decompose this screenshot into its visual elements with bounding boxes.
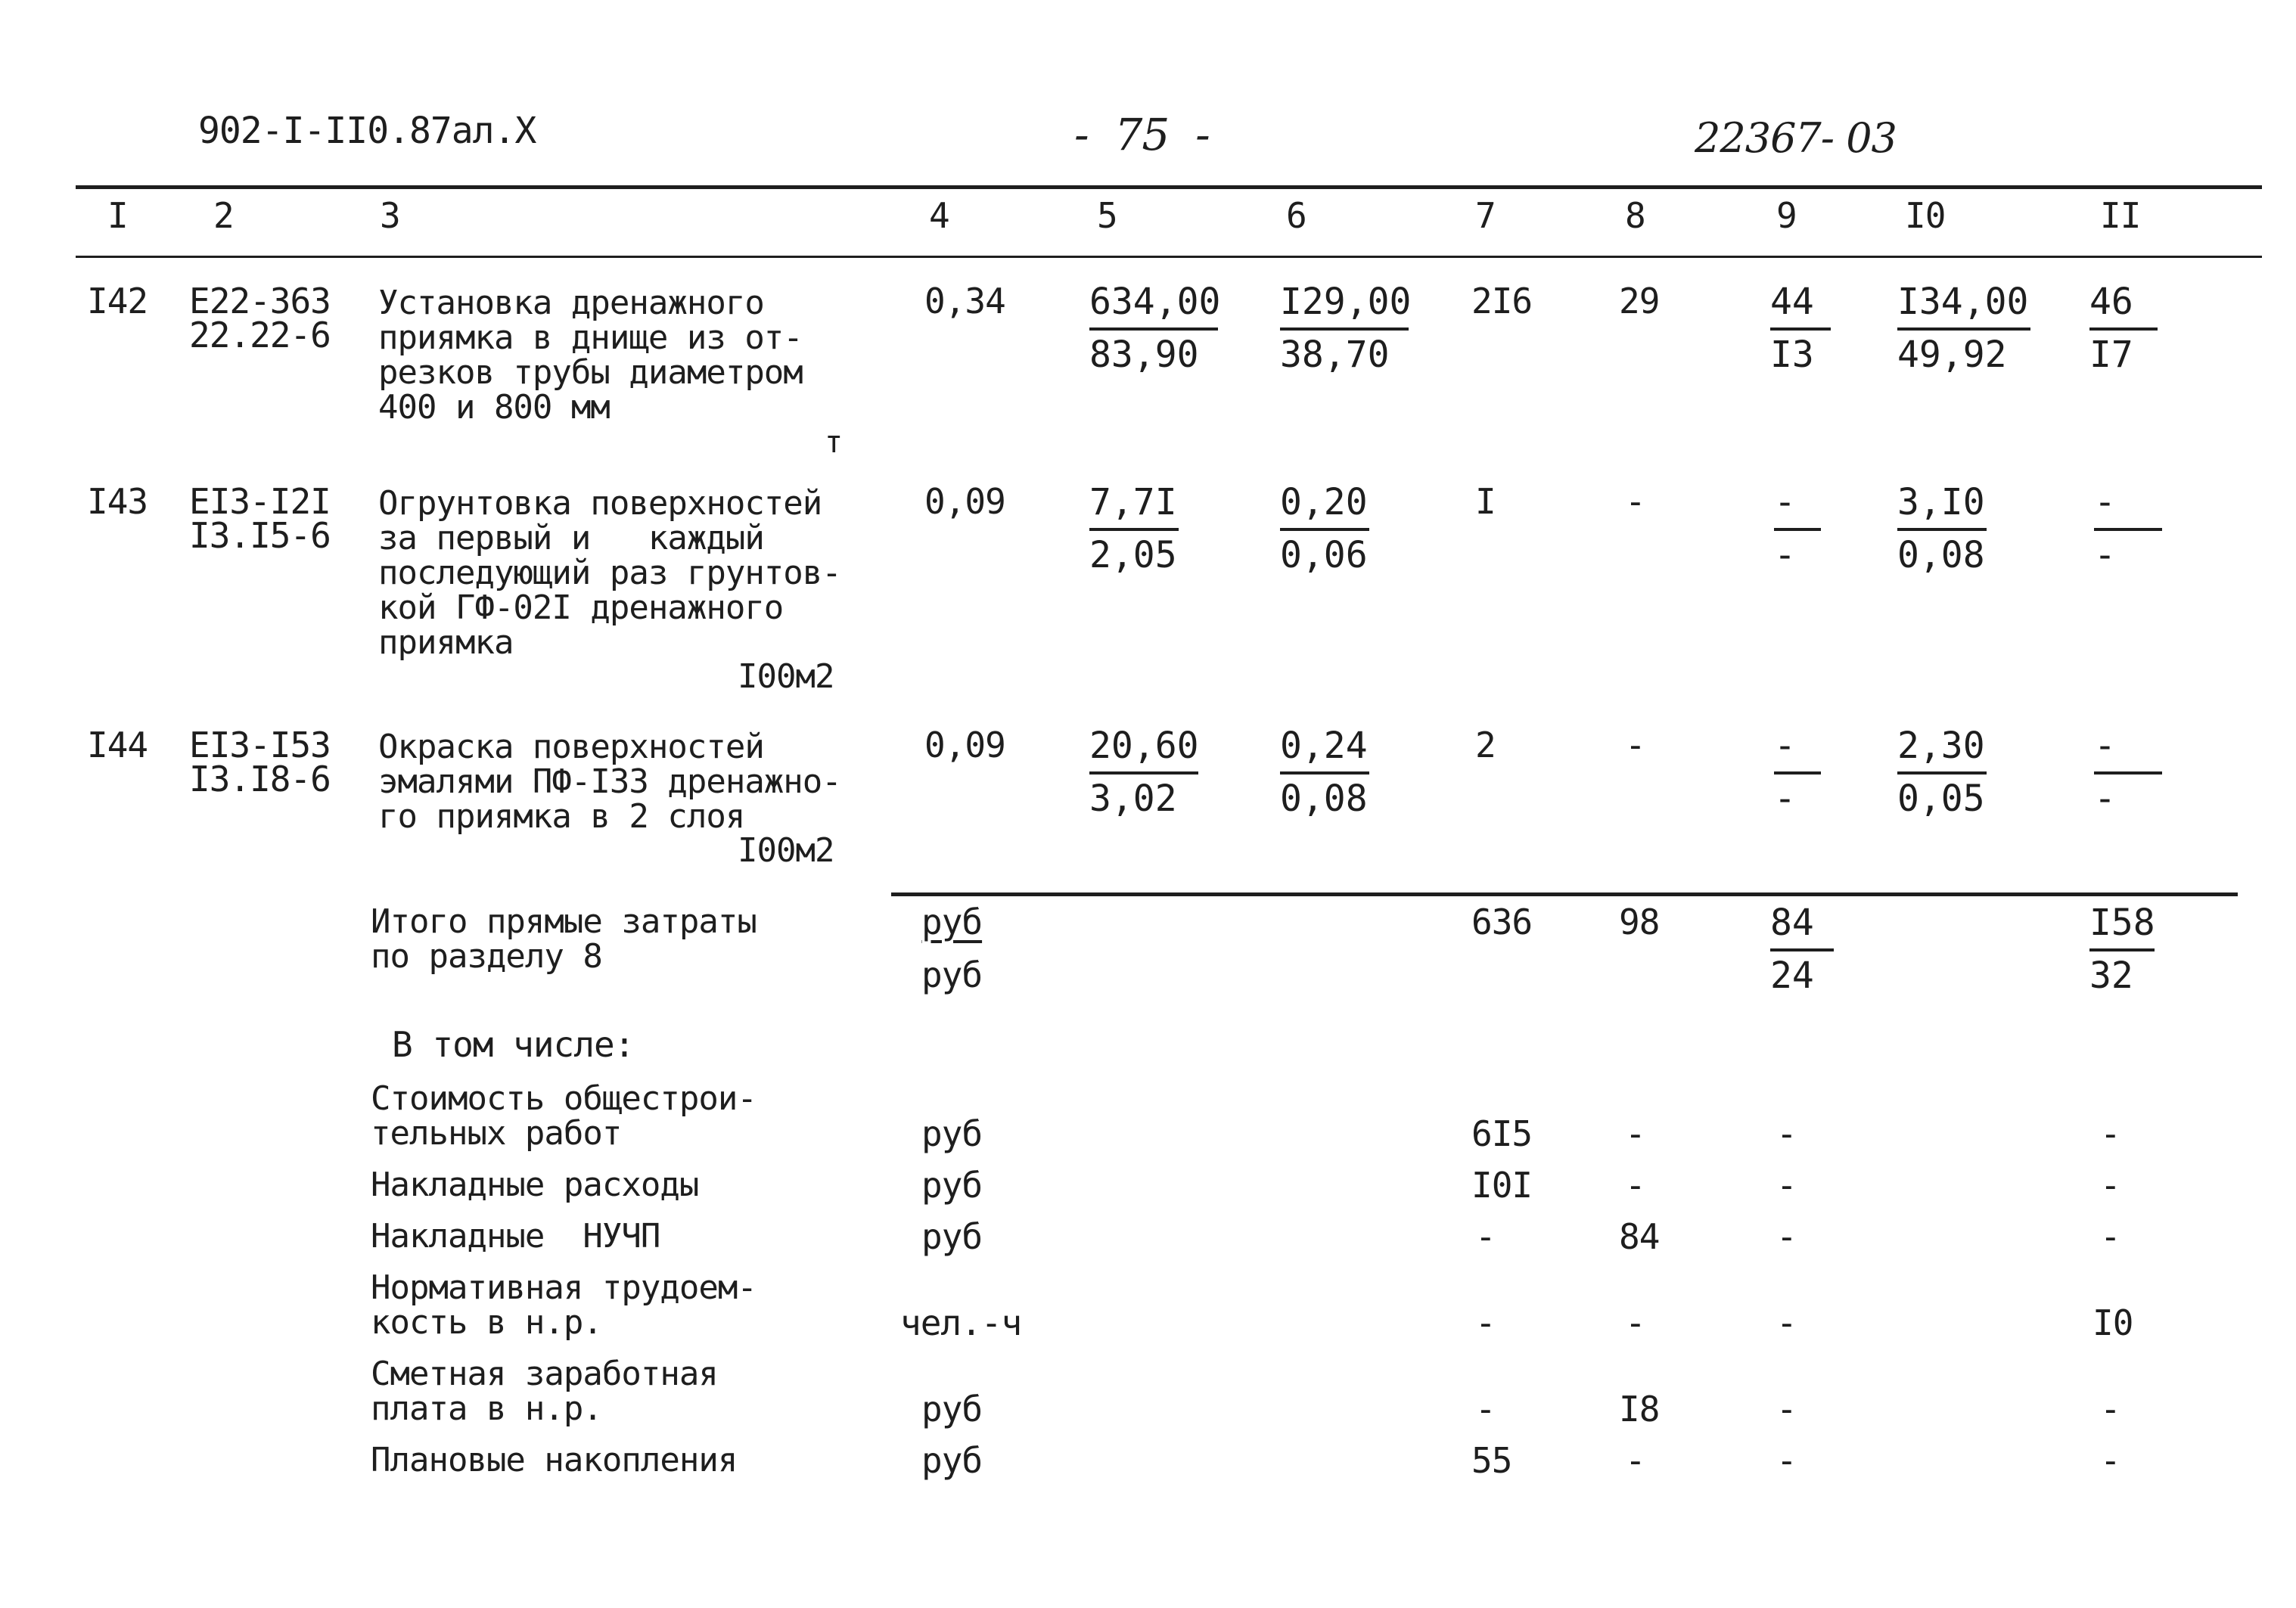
total-unit: руб <box>921 902 983 942</box>
row-number: I42 <box>87 281 148 321</box>
rate-code-sub: 22.22-6 <box>189 315 331 355</box>
breakdown-unit: руб <box>921 1389 983 1430</box>
breakdown-c11: I0 <box>2092 1302 2133 1343</box>
breakdown-c9: - <box>1776 1440 1797 1481</box>
total-unit-sub: руб <box>921 955 983 995</box>
breakdown-c9: - <box>1776 1165 1797 1206</box>
row-unit: т <box>825 425 843 460</box>
column-number: 7 <box>1475 195 1496 236</box>
breakdown-c8: - <box>1625 1165 1645 1206</box>
quantity: 0,34 <box>924 281 1005 321</box>
breakdown-unit: руб <box>921 1216 983 1257</box>
breakdown-c11: - <box>2100 1165 2120 1206</box>
rate-code: Е22-363 <box>189 281 331 321</box>
breakdown-c8: - <box>1625 1440 1645 1481</box>
including-label: В том числе: <box>392 1024 635 1065</box>
total-wage: 98 <box>1619 902 1660 942</box>
wage-total: - <box>1625 481 1645 522</box>
breakdown-unit: руб <box>921 1165 983 1206</box>
column-number: 5 <box>1097 195 1117 236</box>
rate-code-sub: I3.I8-6 <box>189 759 331 799</box>
column-number: 4 <box>929 195 949 236</box>
breakdown-c11: - <box>2100 1216 2120 1257</box>
rate-code-sub: I3.I5-6 <box>189 515 331 556</box>
total-cost: I <box>1475 481 1496 522</box>
row-number: I44 <box>87 725 148 765</box>
breakdown-label: Плановые накопления <box>371 1441 738 1479</box>
column-number: I <box>107 195 128 236</box>
breakdown-label: Сметная заработная плата в н.р. <box>371 1355 718 1428</box>
breakdown-c7: - <box>1475 1302 1496 1343</box>
total-cost: 2 <box>1475 725 1496 765</box>
total-cost: 2I6 <box>1471 281 1533 321</box>
column-number: 3 <box>380 195 400 236</box>
column-number: 8 <box>1625 195 1645 236</box>
breakdown-c11: - <box>2100 1113 2120 1154</box>
row-unit: I00м2 <box>738 831 834 870</box>
total-rule <box>891 892 2238 896</box>
rate-code: ЕI3-I2I <box>189 481 331 522</box>
breakdown-c9: - <box>1776 1216 1797 1257</box>
column-number: 2 <box>213 195 234 236</box>
row-description: Окраска поверхностей эмалями ПФ-I33 дренажно- го приямка в 2 слоя <box>378 728 841 836</box>
breakdown-c9: - <box>1776 1302 1797 1343</box>
breakdown-c7: - <box>1475 1389 1496 1430</box>
sheet-code: 22367- 03 <box>1695 114 1897 162</box>
breakdown-c11: - <box>2100 1389 2120 1430</box>
breakdown-c11: - <box>2100 1440 2120 1481</box>
breakdown-unit: руб <box>921 1113 983 1154</box>
total-cost: 636 <box>1471 902 1533 942</box>
column-number: 9 <box>1776 195 1797 236</box>
wage-total: 29 <box>1619 281 1660 321</box>
breakdown-c7: I0I <box>1471 1165 1533 1206</box>
breakdown-c7: 6I5 <box>1471 1113 1533 1154</box>
breakdown-label: Накладные расходы <box>371 1166 699 1204</box>
breakdown-c8: - <box>1625 1302 1645 1343</box>
breakdown-c8: I8 <box>1619 1389 1660 1430</box>
breakdown-label: Нормативная трудоем- кость в н.р. <box>371 1268 757 1342</box>
breakdown-unit: чел.-ч <box>900 1302 1022 1343</box>
row-unit: I00м2 <box>738 657 834 696</box>
wage-total: - <box>1625 725 1645 765</box>
total-label: Итого прямые затраты по разделу 8 <box>371 902 757 976</box>
row-description: Огрунтовка поверхностей за первый и каждый последующий раз грунтов- кой ГФ-02I дренажного приямка <box>378 484 841 662</box>
quantity: 0,09 <box>924 725 1005 765</box>
page-number: - 75 - <box>1074 109 1210 160</box>
breakdown-unit: руб <box>921 1440 983 1481</box>
breakdown-c7: 55 <box>1471 1440 1512 1481</box>
breakdown-label: Стоимость общестрои- тельных работ <box>371 1079 757 1153</box>
quantity: 0,09 <box>924 481 1005 522</box>
document-code: 902-I-II0.87ал.X <box>198 110 536 152</box>
column-number: 6 <box>1286 195 1306 236</box>
column-number: II <box>2100 195 2141 236</box>
rate-code: ЕI3-I53 <box>189 725 331 765</box>
breakdown-c7: - <box>1475 1216 1496 1257</box>
table-top-rule <box>76 185 2262 189</box>
breakdown-label: Накладные НУЧП <box>371 1217 660 1256</box>
header-bottom-rule <box>76 256 2262 258</box>
breakdown-c9: - <box>1776 1113 1797 1154</box>
column-number: I0 <box>1905 195 1946 236</box>
row-number: I43 <box>87 481 148 522</box>
breakdown-c9: - <box>1776 1389 1797 1430</box>
row-description: Установка дренажного приямка в днище из от- резков трубы диаметром 400 и 800 мм <box>378 284 803 427</box>
breakdown-c8: 84 <box>1619 1216 1660 1257</box>
breakdown-c8: - <box>1625 1113 1645 1154</box>
